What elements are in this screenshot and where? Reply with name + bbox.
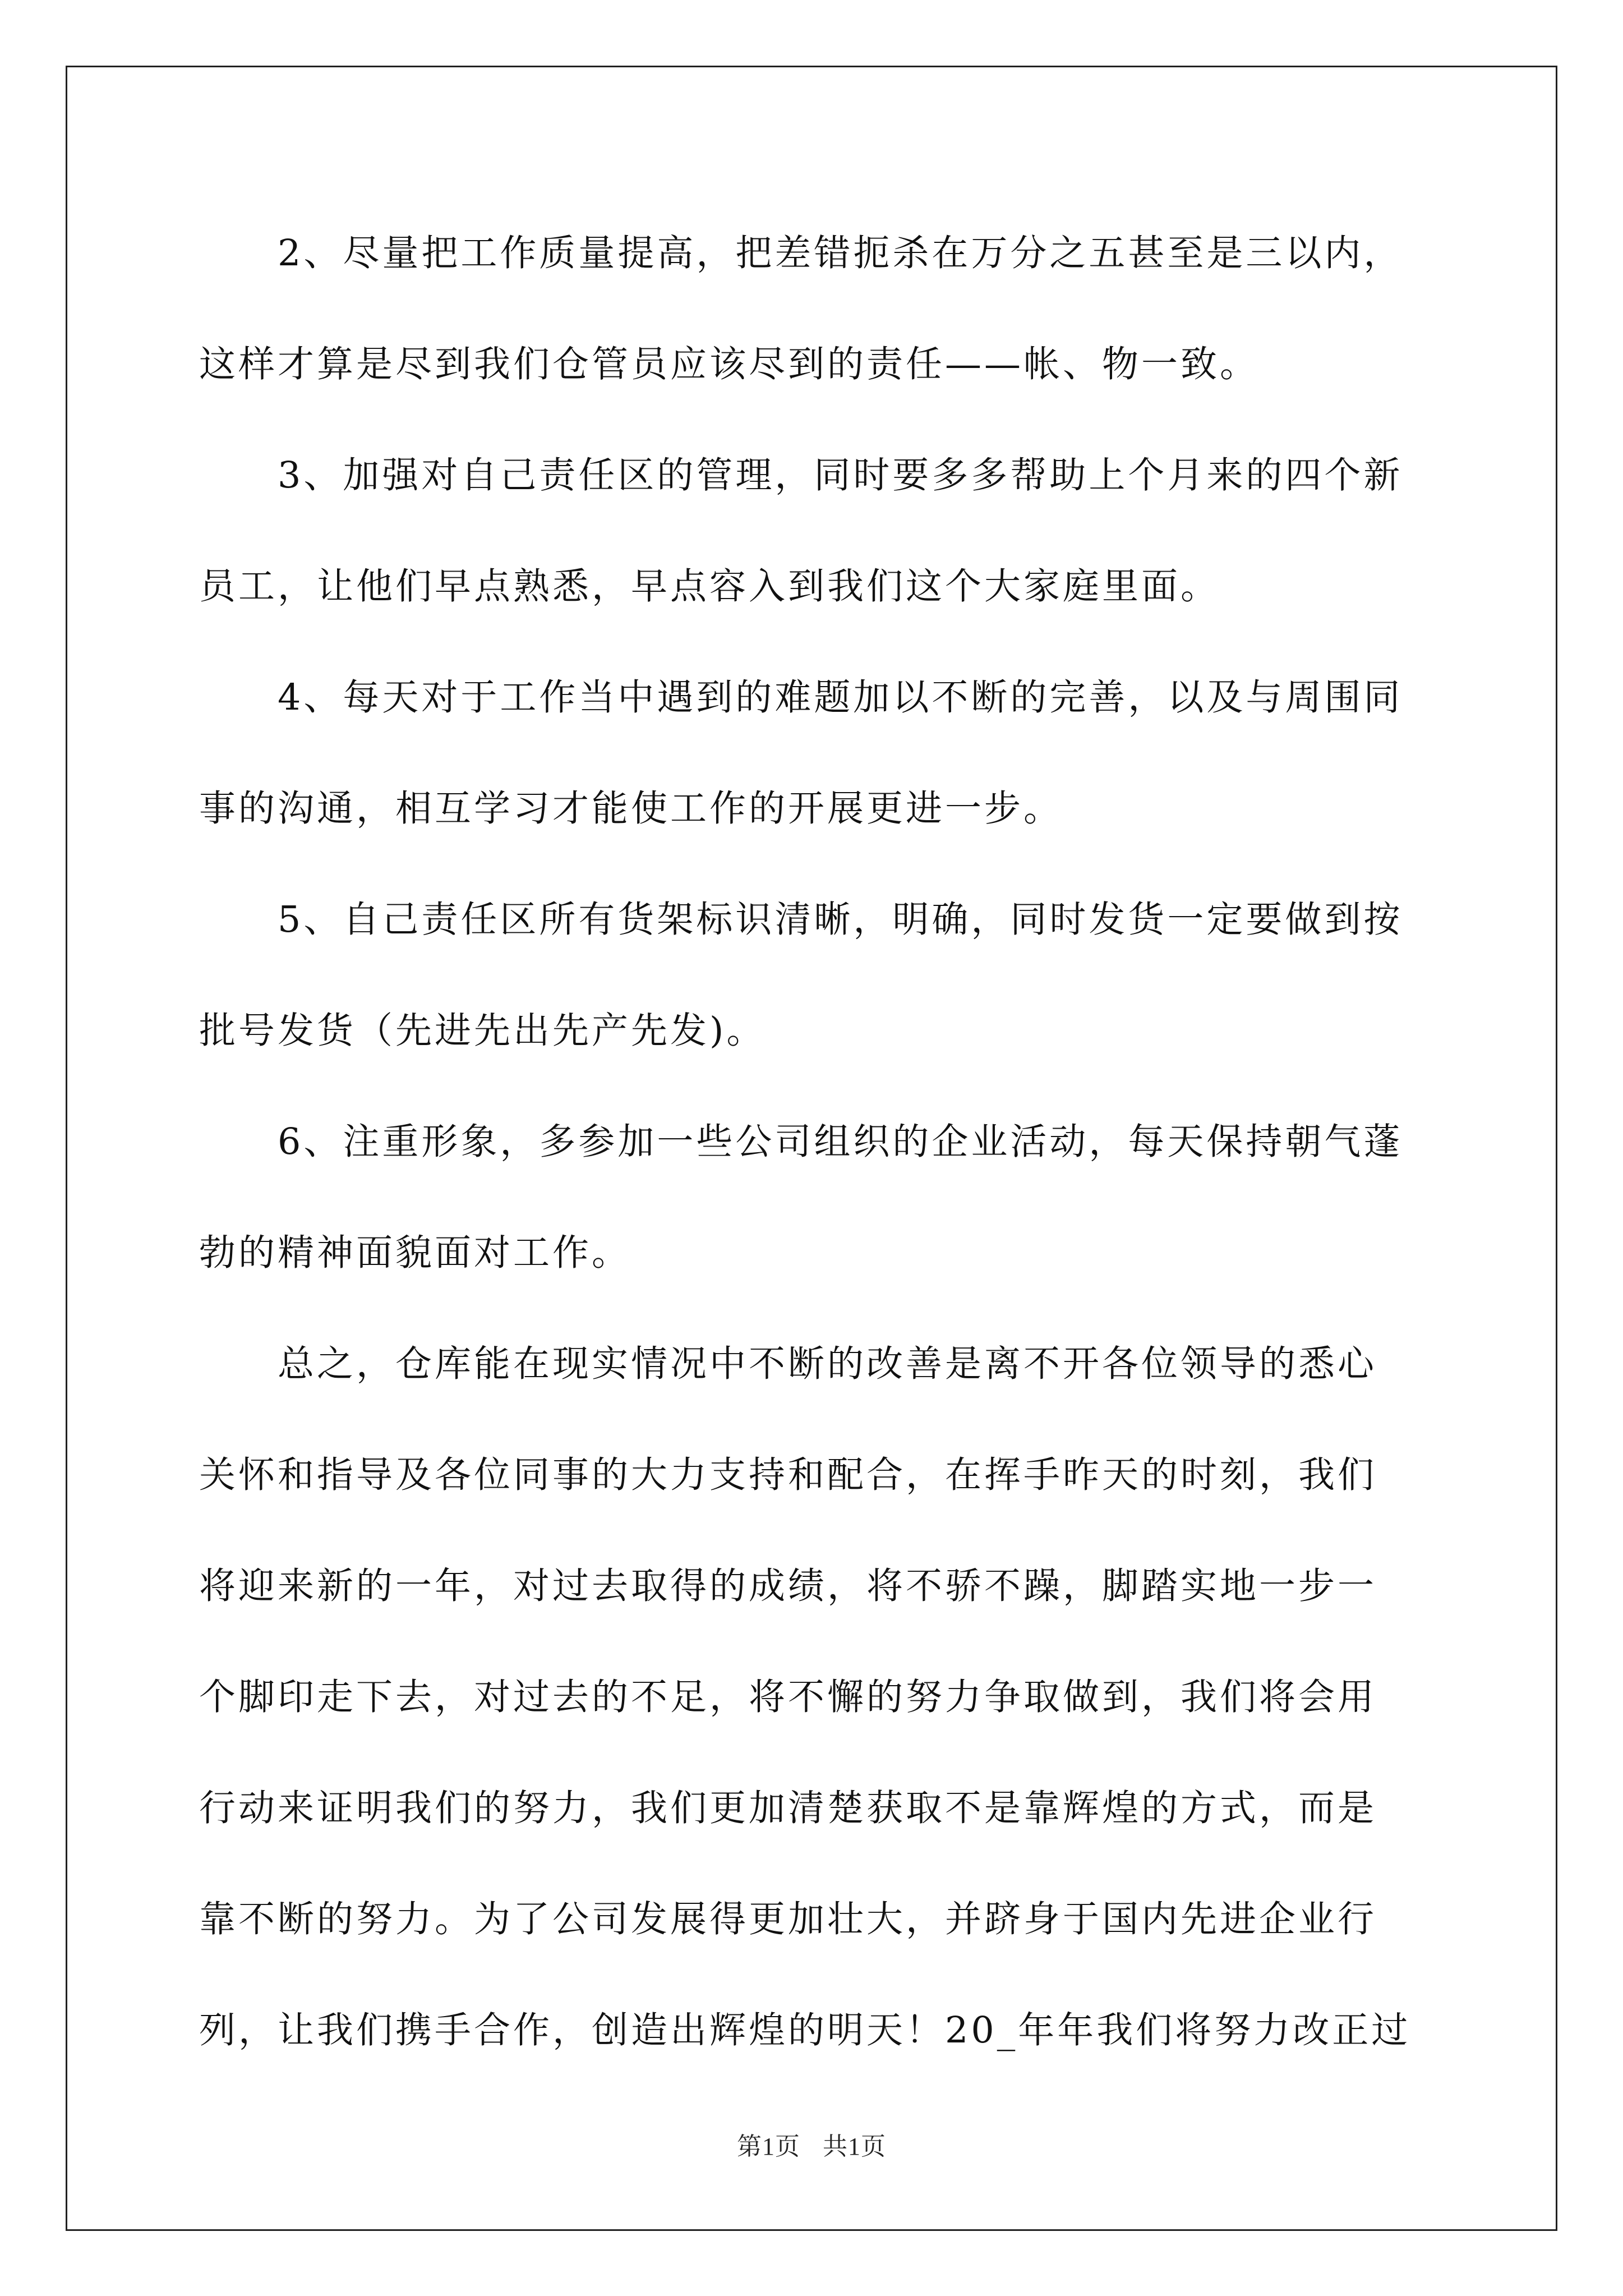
paragraph-5-line-2: 批号发货（先进先出先产先发)。	[199, 1010, 766, 1052]
paragraph-6-line-1: 6、注重形象，多参加一些公司组织的企业活动，每天保持朝气蓬	[278, 1121, 1403, 1163]
page-total: 共1页	[823, 2133, 886, 2160]
summary-line-5: 行动来证明我们的努力，我们更加清楚获取不是靠辉煌的方式，而是	[199, 1787, 1377, 1829]
paragraph-4-line-2: 事的沟通，相互学习才能使工作的开展更进一步。	[199, 788, 1063, 830]
summary-line-6: 靠不断的努力。为了公司发展得更加壮大，并跻身于国内先进企业行	[199, 1898, 1377, 1940]
paragraph-6-line-2: 勃的精神面貌面对工作。	[199, 1232, 631, 1274]
page-footer	[0, 2126, 1623, 2162]
summary-line-3: 将迎来新的一年，对过去取得的成绩，将不骄不躁，脚踏实地一步一	[199, 1565, 1377, 1607]
paragraph-2-line-2: 这样才算是尽到我们仓管员应该尽到的责任——帐、物一致。	[199, 343, 1260, 385]
paragraph-3-line-2: 员工，让他们早点熟悉，早点容入到我们这个大家庭里面。	[199, 565, 1220, 608]
page-number: 第1页	[737, 2133, 800, 2160]
paragraph-2-line-1: 2、尽量把工作质量提高，把差错扼杀在万分之五甚至是三以内，	[278, 232, 1403, 274]
summary-line-2: 关怀和指导及各位同事的大力支持和配合，在挥手昨天的时刻，我们	[199, 1454, 1377, 1496]
summary-line-1: 总之，仓库能在现实情况中不断的改善是离不开各位领导的悉心	[278, 1343, 1377, 1385]
paragraph-3-line-1: 3、加强对自己责任区的管理，同时要多多帮助上个月来的四个新	[278, 454, 1403, 496]
paragraph-4-line-1: 4、每天对于工作当中遇到的难题加以不断的完善，以及与周围同	[278, 677, 1403, 719]
summary-line-4: 个脚印走下去，对过去的不足，将不懈的努力争取做到，我们将会用	[199, 1676, 1377, 1718]
paragraph-5-line-1: 5、自己责任区所有货架标识清晰，明确，同时发货一定要做到按	[278, 899, 1403, 941]
summary-line-7: 列，让我们携手合作，创造出辉煌的明天！20_年年我们将努力改正过	[199, 2009, 1411, 2051]
document-body	[199, 223, 1433, 2111]
